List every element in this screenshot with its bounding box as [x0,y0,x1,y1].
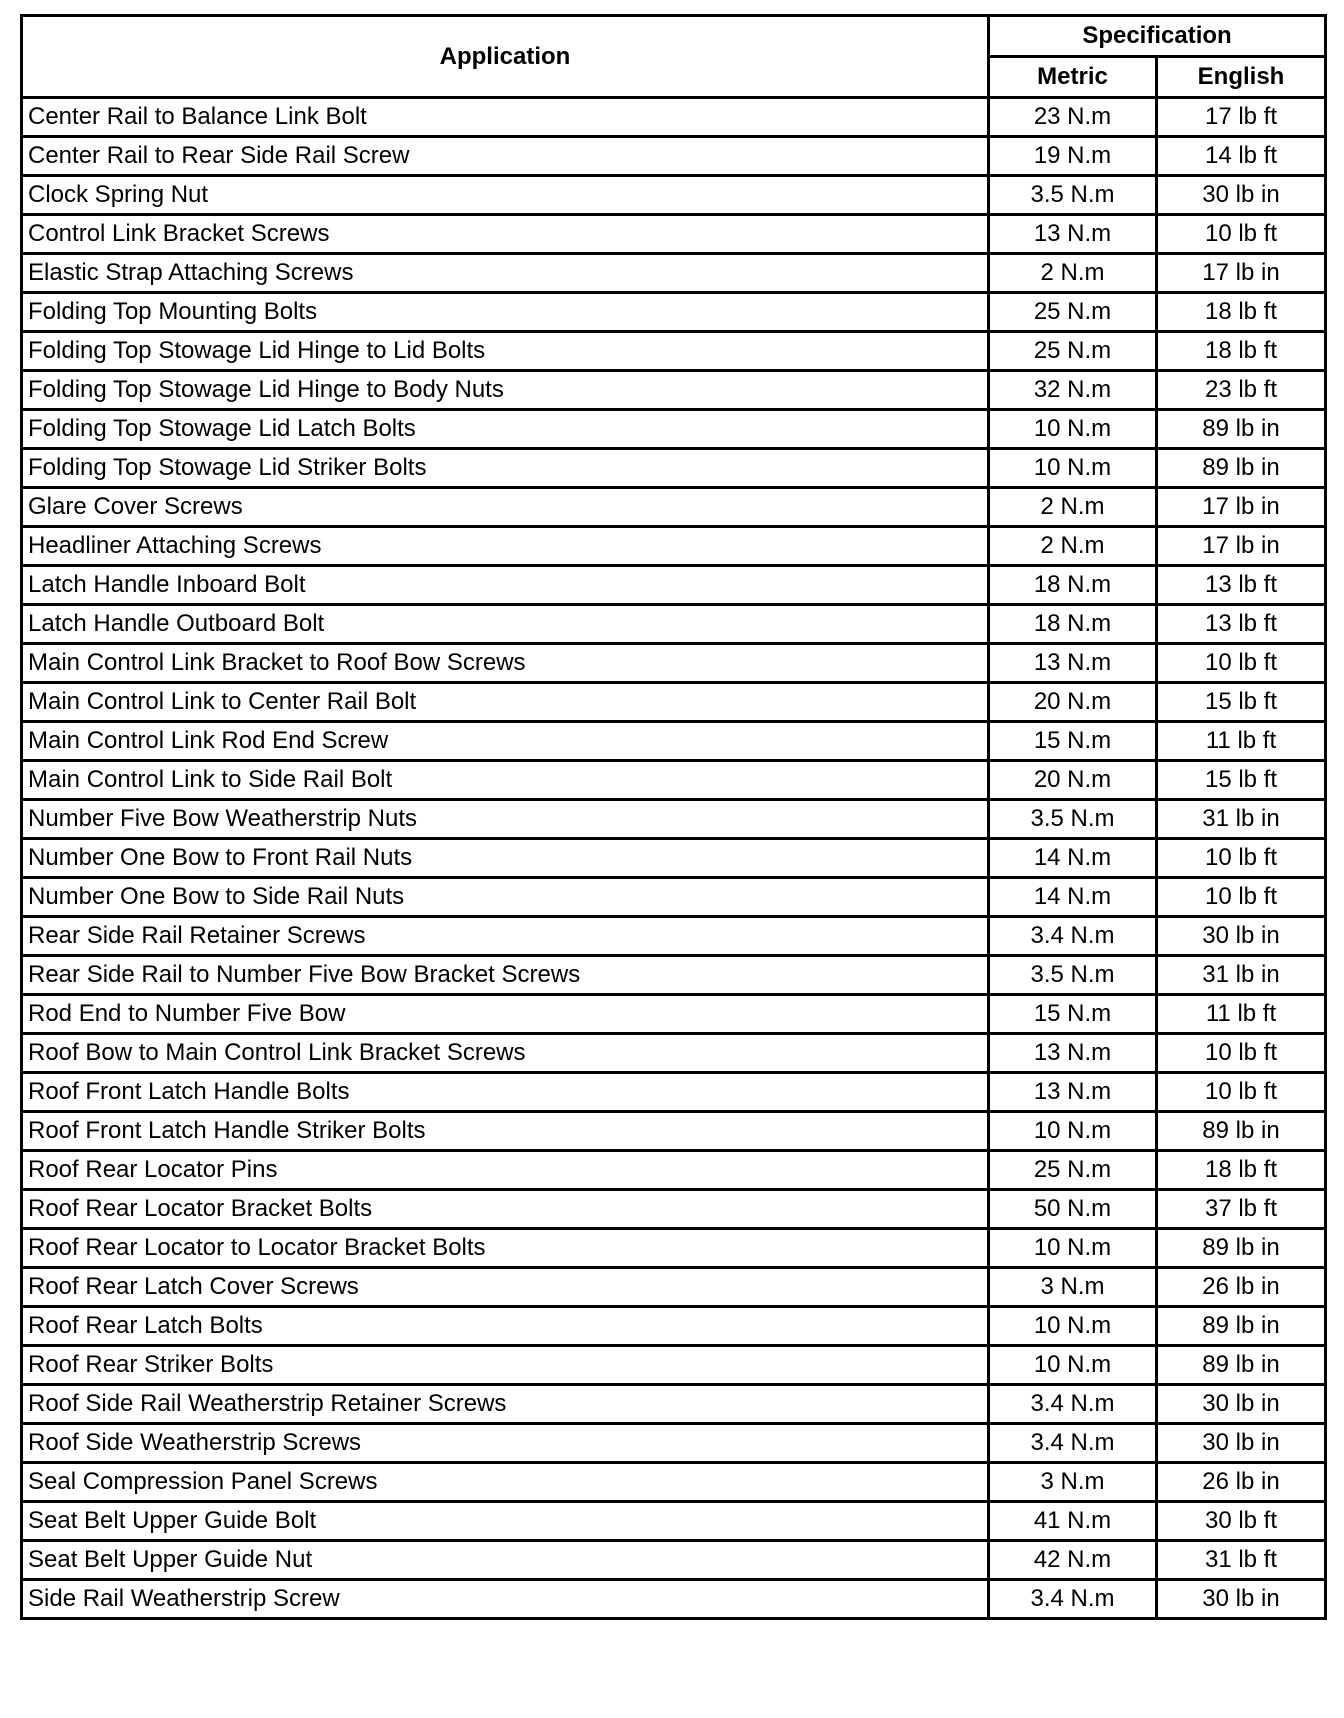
application-cell: Rear Side Rail Retainer Screws [22,917,989,956]
english-cell: 37 lb ft [1157,1190,1326,1229]
application-cell: Elastic Strap Attaching Screws [22,254,989,293]
metric-cell: 2 N.m [989,527,1157,566]
application-cell: Folding Top Stowage Lid Latch Bolts [22,410,989,449]
metric-cell: 3.5 N.m [989,956,1157,995]
metric-cell: 10 N.m [989,410,1157,449]
table-row [22,566,1326,605]
english-cell: 23 lb ft [1157,371,1326,410]
metric-cell: 3.4 N.m [989,1385,1157,1424]
english-cell: 17 lb in [1157,254,1326,293]
application-header: Application [22,16,989,98]
table-row [22,371,1326,410]
metric-cell: 3.5 N.m [989,800,1157,839]
application-cell: Roof Rear Latch Bolts [22,1307,989,1346]
table-row [22,332,1326,371]
table-row [22,1580,1326,1619]
table-row [22,683,1326,722]
application-cell: Main Control Link Rod End Screw [22,722,989,761]
application-cell: Roof Side Weatherstrip Screws [22,1424,989,1463]
table-row [22,1541,1326,1580]
table-row [22,605,1326,644]
english-cell: 10 lb ft [1157,878,1326,917]
english-cell: 89 lb in [1157,410,1326,449]
table-row [22,839,1326,878]
english-cell: 26 lb in [1157,1463,1326,1502]
english-cell: 18 lb ft [1157,1151,1326,1190]
application-cell: Latch Handle Outboard Bolt [22,605,989,644]
specification-header: Specification [989,16,1326,57]
metric-cell: 10 N.m [989,1229,1157,1268]
english-cell: 17 lb in [1157,488,1326,527]
table-row [22,176,1326,215]
english-cell: 30 lb in [1157,917,1326,956]
english-cell: 18 lb ft [1157,293,1326,332]
english-cell: 31 lb in [1157,800,1326,839]
table-row [22,1190,1326,1229]
table-row [22,293,1326,332]
english-cell: 10 lb ft [1157,839,1326,878]
table-row [22,956,1326,995]
table-header [22,16,1326,98]
application-cell: Main Control Link to Center Rail Bolt [22,683,989,722]
english-cell: 30 lb in [1157,1580,1326,1619]
english-cell: 89 lb in [1157,1346,1326,1385]
torque-spec-table [20,14,1327,1620]
application-cell: Rod End to Number Five Bow [22,995,989,1034]
application-cell: Roof Rear Locator Pins [22,1151,989,1190]
english-cell: 14 lb ft [1157,137,1326,176]
application-cell: Number One Bow to Side Rail Nuts [22,878,989,917]
english-cell: 10 lb ft [1157,644,1326,683]
application-cell: Control Link Bracket Screws [22,215,989,254]
english-cell: 10 lb ft [1157,1034,1326,1073]
english-cell: 15 lb ft [1157,683,1326,722]
application-cell: Main Control Link to Side Rail Bolt [22,761,989,800]
metric-cell: 14 N.m [989,878,1157,917]
metric-cell: 19 N.m [989,137,1157,176]
table-row [22,1424,1326,1463]
application-cell: Roof Bow to Main Control Link Bracket Screws [22,1034,989,1073]
metric-cell: 13 N.m [989,1034,1157,1073]
table-row [22,917,1326,956]
english-cell: 18 lb ft [1157,332,1326,371]
metric-cell: 25 N.m [989,1151,1157,1190]
metric-cell: 41 N.m [989,1502,1157,1541]
metric-cell: 13 N.m [989,1073,1157,1112]
english-cell: 13 lb ft [1157,605,1326,644]
metric-cell: 3 N.m [989,1463,1157,1502]
metric-cell: 32 N.m [989,371,1157,410]
english-cell: 30 lb in [1157,176,1326,215]
table-body [22,98,1326,1619]
application-cell: Center Rail to Rear Side Rail Screw [22,137,989,176]
metric-cell: 3.4 N.m [989,917,1157,956]
table-row [22,1151,1326,1190]
english-cell: 10 lb ft [1157,215,1326,254]
application-cell: Roof Front Latch Handle Bolts [22,1073,989,1112]
metric-cell: 15 N.m [989,995,1157,1034]
metric-header: Metric [989,57,1157,98]
header-row-top [22,16,1326,57]
metric-cell: 20 N.m [989,683,1157,722]
english-cell: 31 lb in [1157,956,1326,995]
metric-cell: 3.4 N.m [989,1424,1157,1463]
metric-cell: 13 N.m [989,644,1157,683]
english-cell: 30 lb in [1157,1424,1326,1463]
metric-cell: 2 N.m [989,488,1157,527]
metric-cell: 25 N.m [989,332,1157,371]
metric-cell: 3.5 N.m [989,176,1157,215]
application-cell: Folding Top Stowage Lid Hinge to Lid Bolts [22,332,989,371]
english-cell: 89 lb in [1157,1112,1326,1151]
application-cell: Seat Belt Upper Guide Bolt [22,1502,989,1541]
english-cell: 30 lb ft [1157,1502,1326,1541]
application-cell: Roof Side Rail Weatherstrip Retainer Screws [22,1385,989,1424]
english-cell: 11 lb ft [1157,722,1326,761]
application-cell: Glare Cover Screws [22,488,989,527]
english-cell: 17 lb in [1157,527,1326,566]
metric-cell: 2 N.m [989,254,1157,293]
table-row [22,1268,1326,1307]
application-cell: Number One Bow to Front Rail Nuts [22,839,989,878]
metric-cell: 20 N.m [989,761,1157,800]
table-row [22,1307,1326,1346]
application-cell: Roof Rear Latch Cover Screws [22,1268,989,1307]
application-cell: Side Rail Weatherstrip Screw [22,1580,989,1619]
application-cell: Number Five Bow Weatherstrip Nuts [22,800,989,839]
english-cell: 89 lb in [1157,449,1326,488]
metric-cell: 18 N.m [989,605,1157,644]
metric-cell: 10 N.m [989,1307,1157,1346]
table-row [22,1112,1326,1151]
application-cell: Roof Rear Locator to Locator Bracket Bolts [22,1229,989,1268]
metric-cell: 10 N.m [989,449,1157,488]
table-row [22,1502,1326,1541]
table-row [22,1463,1326,1502]
english-cell: 89 lb in [1157,1307,1326,1346]
application-cell: Clock Spring Nut [22,176,989,215]
english-cell: 11 lb ft [1157,995,1326,1034]
metric-cell: 42 N.m [989,1541,1157,1580]
table-row [22,722,1326,761]
table-row [22,878,1326,917]
metric-cell: 3.4 N.m [989,1580,1157,1619]
table-row [22,1034,1326,1073]
metric-cell: 18 N.m [989,566,1157,605]
application-cell: Folding Top Stowage Lid Striker Bolts [22,449,989,488]
english-cell: 13 lb ft [1157,566,1326,605]
metric-cell: 14 N.m [989,839,1157,878]
table-row [22,410,1326,449]
table-row [22,98,1326,137]
table-row [22,215,1326,254]
english-header: English [1157,57,1326,98]
application-cell: Main Control Link Bracket to Roof Bow Screws [22,644,989,683]
metric-cell: 10 N.m [989,1112,1157,1151]
application-cell: Headliner Attaching Screws [22,527,989,566]
english-cell: 26 lb in [1157,1268,1326,1307]
metric-cell: 3 N.m [989,1268,1157,1307]
table-row [22,449,1326,488]
english-cell: 30 lb in [1157,1385,1326,1424]
table-row [22,800,1326,839]
application-cell: Roof Front Latch Handle Striker Bolts [22,1112,989,1151]
table-row [22,1346,1326,1385]
table-row [22,488,1326,527]
metric-cell: 13 N.m [989,215,1157,254]
application-cell: Seat Belt Upper Guide Nut [22,1541,989,1580]
metric-cell: 23 N.m [989,98,1157,137]
application-cell: Latch Handle Inboard Bolt [22,566,989,605]
english-cell: 17 lb ft [1157,98,1326,137]
english-cell: 31 lb ft [1157,1541,1326,1580]
application-cell: Rear Side Rail to Number Five Bow Bracket Screws [22,956,989,995]
table-row [22,761,1326,800]
application-cell: Roof Rear Locator Bracket Bolts [22,1190,989,1229]
english-cell: 10 lb ft [1157,1073,1326,1112]
table-row [22,1385,1326,1424]
metric-cell: 10 N.m [989,1346,1157,1385]
metric-cell: 15 N.m [989,722,1157,761]
application-cell: Roof Rear Striker Bolts [22,1346,989,1385]
table-row [22,1229,1326,1268]
metric-cell: 25 N.m [989,293,1157,332]
english-cell: 15 lb ft [1157,761,1326,800]
metric-cell: 50 N.m [989,1190,1157,1229]
table-row [22,527,1326,566]
application-cell: Center Rail to Balance Link Bolt [22,98,989,137]
table-row [22,137,1326,176]
table-row [22,1073,1326,1112]
table-row [22,995,1326,1034]
english-cell: 89 lb in [1157,1229,1326,1268]
application-cell: Seal Compression Panel Screws [22,1463,989,1502]
table-row [22,254,1326,293]
table-row [22,644,1326,683]
application-cell: Folding Top Stowage Lid Hinge to Body Nuts [22,371,989,410]
application-cell: Folding Top Mounting Bolts [22,293,989,332]
